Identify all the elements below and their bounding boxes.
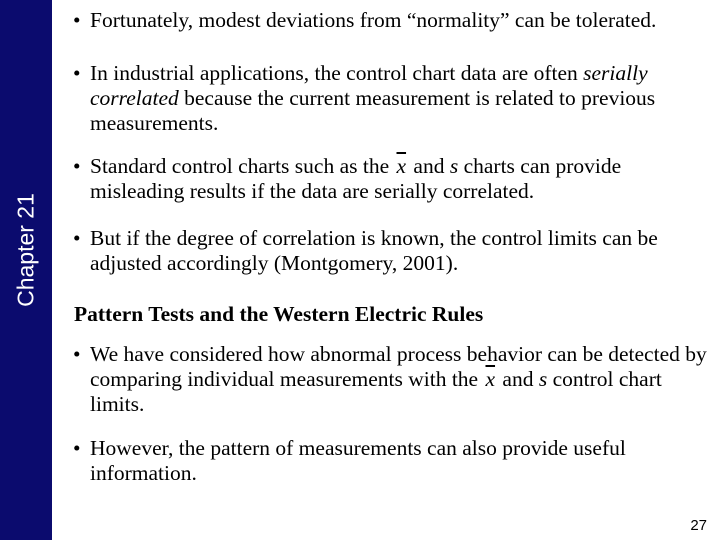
s-symbol: s (538, 367, 548, 391)
bullet-serial-correlation: • In industrial applications, the control chart data are often serially correlated because the current measurement is related to previous measurements. (66, 61, 718, 136)
section-heading: Pattern Tests and the Western Electric Rules (74, 302, 484, 326)
chapter-sidebar (0, 0, 52, 540)
slide-content (66, 8, 718, 486)
bullet-normality: • Fortunately, modest deviations from “normality” can be tolerated. (66, 8, 718, 33)
bullet-pattern-information: • However, the pattern of measurements can also provide useful information. (66, 436, 718, 486)
bullet-adjusted-limits: • But if the degree of correlation is known, the control limits can be adjusted accordingly (Montgomery, 2001). (66, 226, 718, 276)
bullet-standard-charts: • Standard control charts such as the $\overline{x}$ and s charts can provide misleading results if the data are serially correlated. (66, 154, 718, 204)
x-bar-symbol: $\overline{x}$ (396, 154, 407, 178)
s-symbol: s (449, 154, 459, 178)
chapter-label: Chapter 21 (12, 193, 39, 307)
page-number: 27 (690, 517, 707, 534)
x-bar-symbol: $\overline{x}$ (485, 367, 496, 391)
bullet-abnormal-behavior: • We have considered how abnormal process behavior can be detected by comparing individual measurements with the $\overline{x}$ and s control chart limits. (66, 342, 718, 417)
serially-correlated-emphasis: serially correlated (90, 61, 648, 110)
